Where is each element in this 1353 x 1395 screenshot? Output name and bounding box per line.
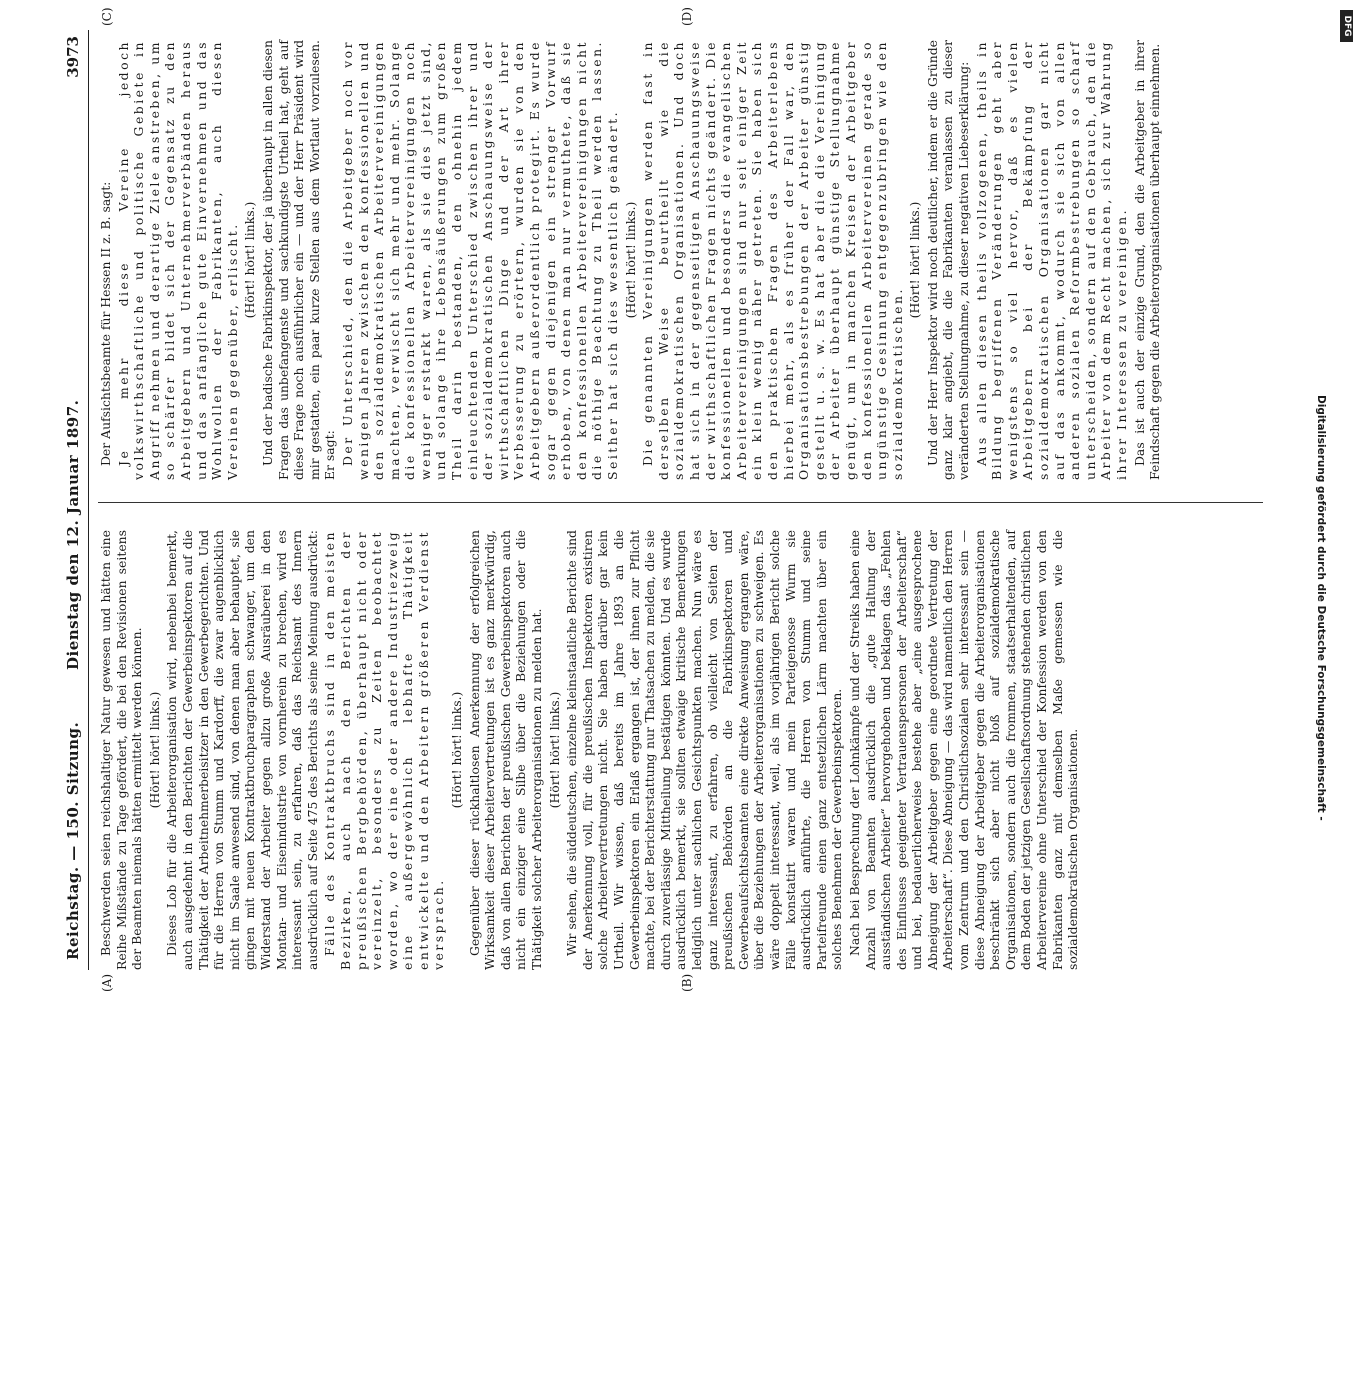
quotation: Aus allen diesen theils vollzogenen, theils in Bildung begriffenen Veränderungen geht aber wenigstens so viel hervor, daß es vielen Arbeitgebern bei der Bekämpfung der sozialdemokratischen Organisationen gar nicht auf das ankommt, wodurch sie sich von allen anderen sozialen Reformbestrebungen so scharf unterscheiden, sondern auf den Gebrauch, den die Arbeiter von dem Recht machen, sich zur Wahrung ihrer Interessen zu vereinigen. [973, 40, 1129, 480]
header-left: Reichstag. — 150. Sitzung. [64, 721, 82, 960]
interjection: (Hört! hört! links.) [622, 201, 638, 319]
left-column [98, 530, 1268, 970]
dfg-logo [1340, 10, 1353, 42]
header-center: Dienstag den 12. Januar 1897. [64, 399, 82, 670]
quotation: Die genannten Vereinigungen werden fast in derselben Weise beurtheilt wie die sozialdemokratischen Organisationen. Und doch hat sich in der gegenseitigen Anschauungsweise der wirthschaftlichen Fragen nichts geändert. Die konfessionellen und besonders die evangelischen Arbeitervereinigungen sind nur seit einiger Zeit ein klein wenig näher getreten. Sie haben sich den praktischen Fragen des Arbeiterlebens hierbei mehr, als es früher der Fall war, den Organisationsbestrebungen der Arbeiter günstig gestellt u. s. w. Es hat aber die die Vereinigung der Arbeiter überhaupt günstige Stellungnahme genügt, um in manchen Kreisen der Arbeitgeber den konfessionellen Arbeitervereinen gerade so ungünstige Gesinnung entgegenzubringen wie den sozialdemokratischen. [640, 40, 905, 480]
interjection: (Hört! hört! links.) [242, 201, 258, 319]
interjection: (Hört! hört! links.) [146, 691, 162, 809]
margin-marker-b: (B) [680, 973, 694, 992]
dfg-logo-text: DFG [1342, 15, 1352, 37]
credit-text: Digitalisierung gefördert durch die Deutsche Forschungsgemeinschaft - [1315, 395, 1327, 821]
page-header [58, 30, 89, 970]
paragraph: Beschwerden seien reichshaltiger Natur gewesen und hätten eine Reihe Mißstände zu Tage gefördert, die bei den Revisionen seitens der Beamten niemals hätten ermittelt werden können. [98, 530, 145, 970]
right-column [98, 40, 1268, 480]
paragraph: Dieses Lob für die Arbeiterorganisation wird, nebenbei bemerkt, auch ausgedehnt in den Berichten der Gewerbeinspektoren auf die Thätigkeit der Arbeitnehmerbeisitzer in den Gewerbegerichten. Und für die Herren von Stumm und Kardorff, die zwar augenblicklich nicht im Saale anwesend sind, von denen man aber behauptet, sie gingen mit neuen Kontraktbruchparagraphen schwanger, um den Widerstand der Arbeiter gegen allzu große Ausräuberei in den Montan- und Eisenindustrie von vornherein zu brechen, wird es interessant sein, zu erfahren, daß das Reichsamt des Innern ausdrücklich auf Seite 475 des Berichts als seine Meinung ausdrückt: [164, 530, 320, 970]
paragraph: Und der badische Fabrikinspektor, der ja überhaupt in allen diesen Fragen das unbefangenste und sachkundigste Urtheil hat, geht auf diese Frage noch ausführlicher ein — und der Herr Präsident wird mir gestatten, ein paar kurze Stellen aus dem Wortlaut vorzulesen. Er sagt: [259, 40, 338, 480]
paragraph: Gegenüber dieser rückhaltlosen Anerkennung der erfolgreichen Wirksamkeit dieser Arbeitervertretungen ist es ganz merkwürdig, daß von allen Berichten der preußischen Gewerbeinspektoren auch nicht ein einziger eine Silbe über die Beziehungen oder die Thätigkeit solcher Arbeiterorganisationen zu melden hat. [466, 530, 545, 970]
digitization-credit [1315, 0, 1347, 1000]
column-divider [98, 502, 1263, 503]
quotation: Je mehr diese Vereine jedoch volkswirthschaftliche und politische Gebiete in Angriff nehmen und derartige Ziele anstreben, um so schärfer bildet sich der Gegensatz zu den Arbeitgebern und Unternehmerverbänden heraus und das anfängliche gute Einvernehmen und das Wohlwollen der Fabrikanten, auch diesen Vereinen gegenüber, erlischt. [115, 40, 240, 480]
margin-marker-c: (C) [100, 7, 114, 26]
paragraph: Der Aufsichtsbeamte für Hessen II z. B. sagt: [98, 181, 113, 466]
interjection: (Hört! hört! links.) [546, 691, 562, 809]
interjection: (Hört! hört! links.) [907, 201, 923, 319]
margin-marker-a: (A) [100, 973, 114, 992]
paragraph: Das ist auch der einzige Grund, den die Arbeitgeber in ihrer Feindschaft gegen die Arbeiterorganisationen überhaupt einnehmen. [1131, 40, 1163, 480]
quotation: Fälle des Kontraktbruchs sind in den meisten Bezirken, auch nach den Berichten der preußischen Bergbehörden, überhaupt nicht oder vereinzelt, besonders zu Zeiten beobachtet worden, wo der eine oder andere Industriezweig eine außergewöhnlich lebhafte Thätigkeit entwickelte und den Arbeitern größeren Verdienst versprach. [322, 530, 447, 970]
quotation: Der Unterschied, den die Arbeitgeber noch vor wenigen Jahren zwischen den konfessionellen und den sozialdemokratischen Arbeitervereinigungen machten, verwischt sich mehr und mehr. Solange die konfessionellen Arbeitervereinigungen noch weniger erstarkt waren, als sie dies jetzt sind, und solange ihre Lebensäußerungen zum großen Theil darin bestanden, den ohnehin jedem einleuchtenden Unterschied zwischen ihrer und der sozialdemokratischen Anschauungsweise der wirthschaftlichen Dinge und der Art ihrer Verbesserung zu erörtern, wurden sie von den Arbeitgebern außerordentlich protegirt. Es wurde sogar gegen diejenigen ein strenger Vorwurf erhoben, von denen man nur vermuthete, daß sie den konfessionellen Arbeitervereinigungen nicht die nöthige Beachtung zu Theil werden lassen. Seither hat sich dies wesentlich geändert. [339, 40, 620, 480]
page-number: 3973 [64, 36, 82, 78]
paragraph: Nach bei Besprechung der Lohnkämpfe und der Streiks haben eine Anzahl von Beamten ausdrücklich die „gute Haltung der ausständischen Arbeiter“ hervorgehoben und beklagen das „Fehlen des Einflusses geeigneter Vertrauenspersonen der Arbeiterschaft“ und bei, bedauerlicherweise bestehe aber „eine ausgesprochene Abneigung der Arbeitgeber gegen eine geordnete Vertretung der Arbeiterschaft“. Diese Abneigung — das wird namentlich den Herren vom Zentrum und den Christlichsozialen sehr interessant sein — diese Abneigung der Arbeitgeber gegen die Arbeiterorganisationen beschränkt sich aber nicht bloß auf sozialdemokratische Organisationen, sondern auch die frommen, staatserhaltenden, auf dem Boden der jetzigen Gesellschaftsordnung stehenden christlichen Arbeitervereine ohne Unterschied der Konfession werden von den Fabrikanten ganz mit demselben Maße gemessen wie die sozialdemokratischen Organisationen. [846, 530, 1081, 970]
paragraph: Wir sehen, die süddeutschen, einzelne kleinstaatliche Berichte sind der Anerkennung voll, für die preußischen Inspektoren existiren solche Arbeitervertretungen nicht. Sie haben darüber gar kein Urtheil. Wir wissen, daß bereits im Jahre 1893 an die Gewerbeinspektoren ein Erlaß ergangen ist, der ihnen zur Pflicht machte, bei der Berichterstattung nur Thatsachen zu melden, die sie durch zuverlässige Mittheilung bestätigen könnten. Und es wurde ausdrücklich bemerkt, sie sollten etwaige kritische Bemerkungen lediglich unter sachlichen Gesichtspunkten machen. Nun wäre es ganz interessant, zu erfahren, ob vielleicht von Seiten der preußischen Behörden an die Fabrikinspektoren und Gewerbeaufsichtsbeamten eine direkte Anweisung ergangen wäre, über die Beziehungen der Arbeiterorganisationen zu schweigen. Es wäre doppelt interessant, weil, als im vorjährigen Bericht solche Fälle konstatirt waren und mein Parteigenosse Wurm sie ausdrücklich anführte, die Herren von Stumm und seine Parteifreunde einen ganz entsetzlichen Lärm machten über ein solches Benehmen der Gewerbeinspektoren. [564, 530, 845, 970]
paragraph: Und der Herr Inspektor wird noch deutlicher, indem er die Gründe ganz klar angiebt, die die Fabrikanten veranlassen zu dieser veränderten Stellungnahme, zu dieser negativen Liebeserklärung: [924, 40, 972, 480]
interjection: (Hört! hört! links.) [449, 691, 465, 809]
margin-marker-d: (D) [680, 7, 694, 26]
